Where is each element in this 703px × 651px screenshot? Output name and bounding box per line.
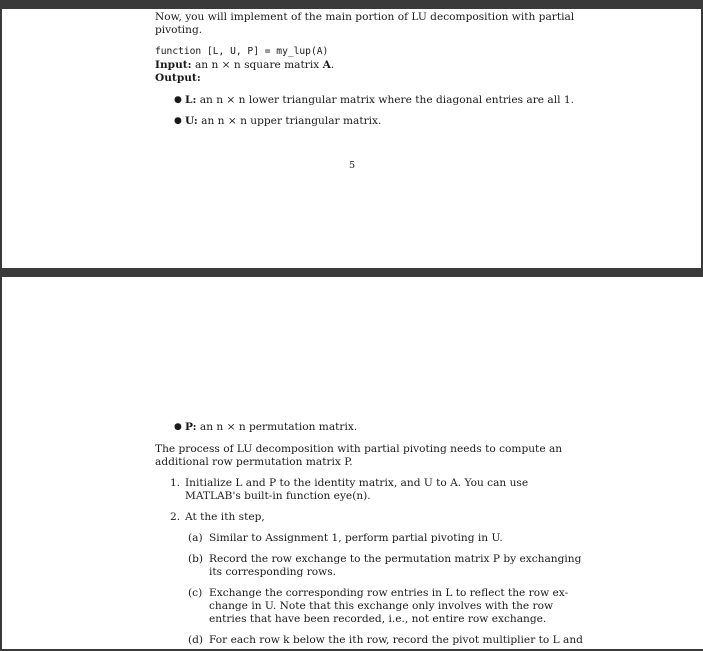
para-line-1: The process of LU decomposition with partial pivoting needs to compute an (155, 443, 563, 455)
subitem-b-num: (b) (188, 553, 204, 565)
subitem-c-line-3: entries that have been recorded, i.e., not entire row exchange. (209, 613, 547, 625)
subitem-c-line-1: Exchange the corresponding row entries in L to reflect the row ex- (209, 587, 569, 599)
intro-line-1: Now, you will implement of the main portion of LU decomposition with partial (155, 11, 575, 23)
bullet-l-text: an n × n lower triangular matrix where the diagonal entries are all 1. (199, 94, 574, 106)
input-label: Input: (155, 59, 192, 71)
document-page-top (2, 0, 703, 268)
input-text: an n × n square matrix (194, 59, 320, 71)
item-1-line-2: MATLAB's built-in function eye(n). (185, 490, 371, 502)
bullet-l-label: L: (185, 94, 197, 106)
subitem-c-num: (c) (188, 587, 203, 599)
para-line-2: additional row permutation matrix P. (155, 456, 353, 468)
subitem-a-num: (a) (188, 532, 203, 544)
bullet-u-label: U: (185, 115, 198, 127)
item-2-num: 2. (170, 511, 181, 523)
intro-line-2: pivoting. (155, 24, 203, 36)
input-period: . (330, 59, 335, 71)
bullet-p (185, 421, 357, 435)
page-number: 5 (349, 160, 356, 171)
input-line (155, 59, 334, 73)
bullet-p-label: P: (185, 421, 197, 433)
bullet-dot-u: ● (174, 116, 182, 126)
output-label: Output: (155, 72, 201, 84)
bullet-u (185, 115, 381, 129)
subitem-b-line-2: its corresponding rows. (209, 566, 337, 578)
input-matrix: A (322, 59, 331, 71)
subitem-a-line-1: Similar to Assignment 1, perform partial pivoting in U. (209, 532, 503, 544)
item-1-line-1: Initialize L and P to the identity matrix, and U to A. You can use (185, 477, 529, 489)
document-page-bottom (2, 277, 703, 649)
bullet-u-text: an n × n upper triangular matrix. (201, 115, 382, 127)
function-signature: function [L, U, P] = my_lup(A) (155, 46, 329, 57)
subitem-c-line-2: change in U. Note that this exchange only involves with the row (209, 600, 554, 612)
subitem-d-line-1: For each row k below the ith row, record the pivot multiplier to L and (209, 634, 583, 646)
bullet-p-text: an n × n permutation matrix. (199, 421, 358, 433)
subitem-d-num: (d) (188, 634, 204, 646)
item-2-line-1: At the ith step, (185, 511, 265, 523)
item-1-num: 1. (170, 477, 181, 489)
bullet-dot-l: ● (174, 95, 182, 105)
bullet-dot-p: ● (174, 422, 182, 432)
subitem-b-line-1: Record the row exchange to the permutation matrix P by exchanging (209, 553, 582, 565)
bullet-l (185, 94, 574, 108)
